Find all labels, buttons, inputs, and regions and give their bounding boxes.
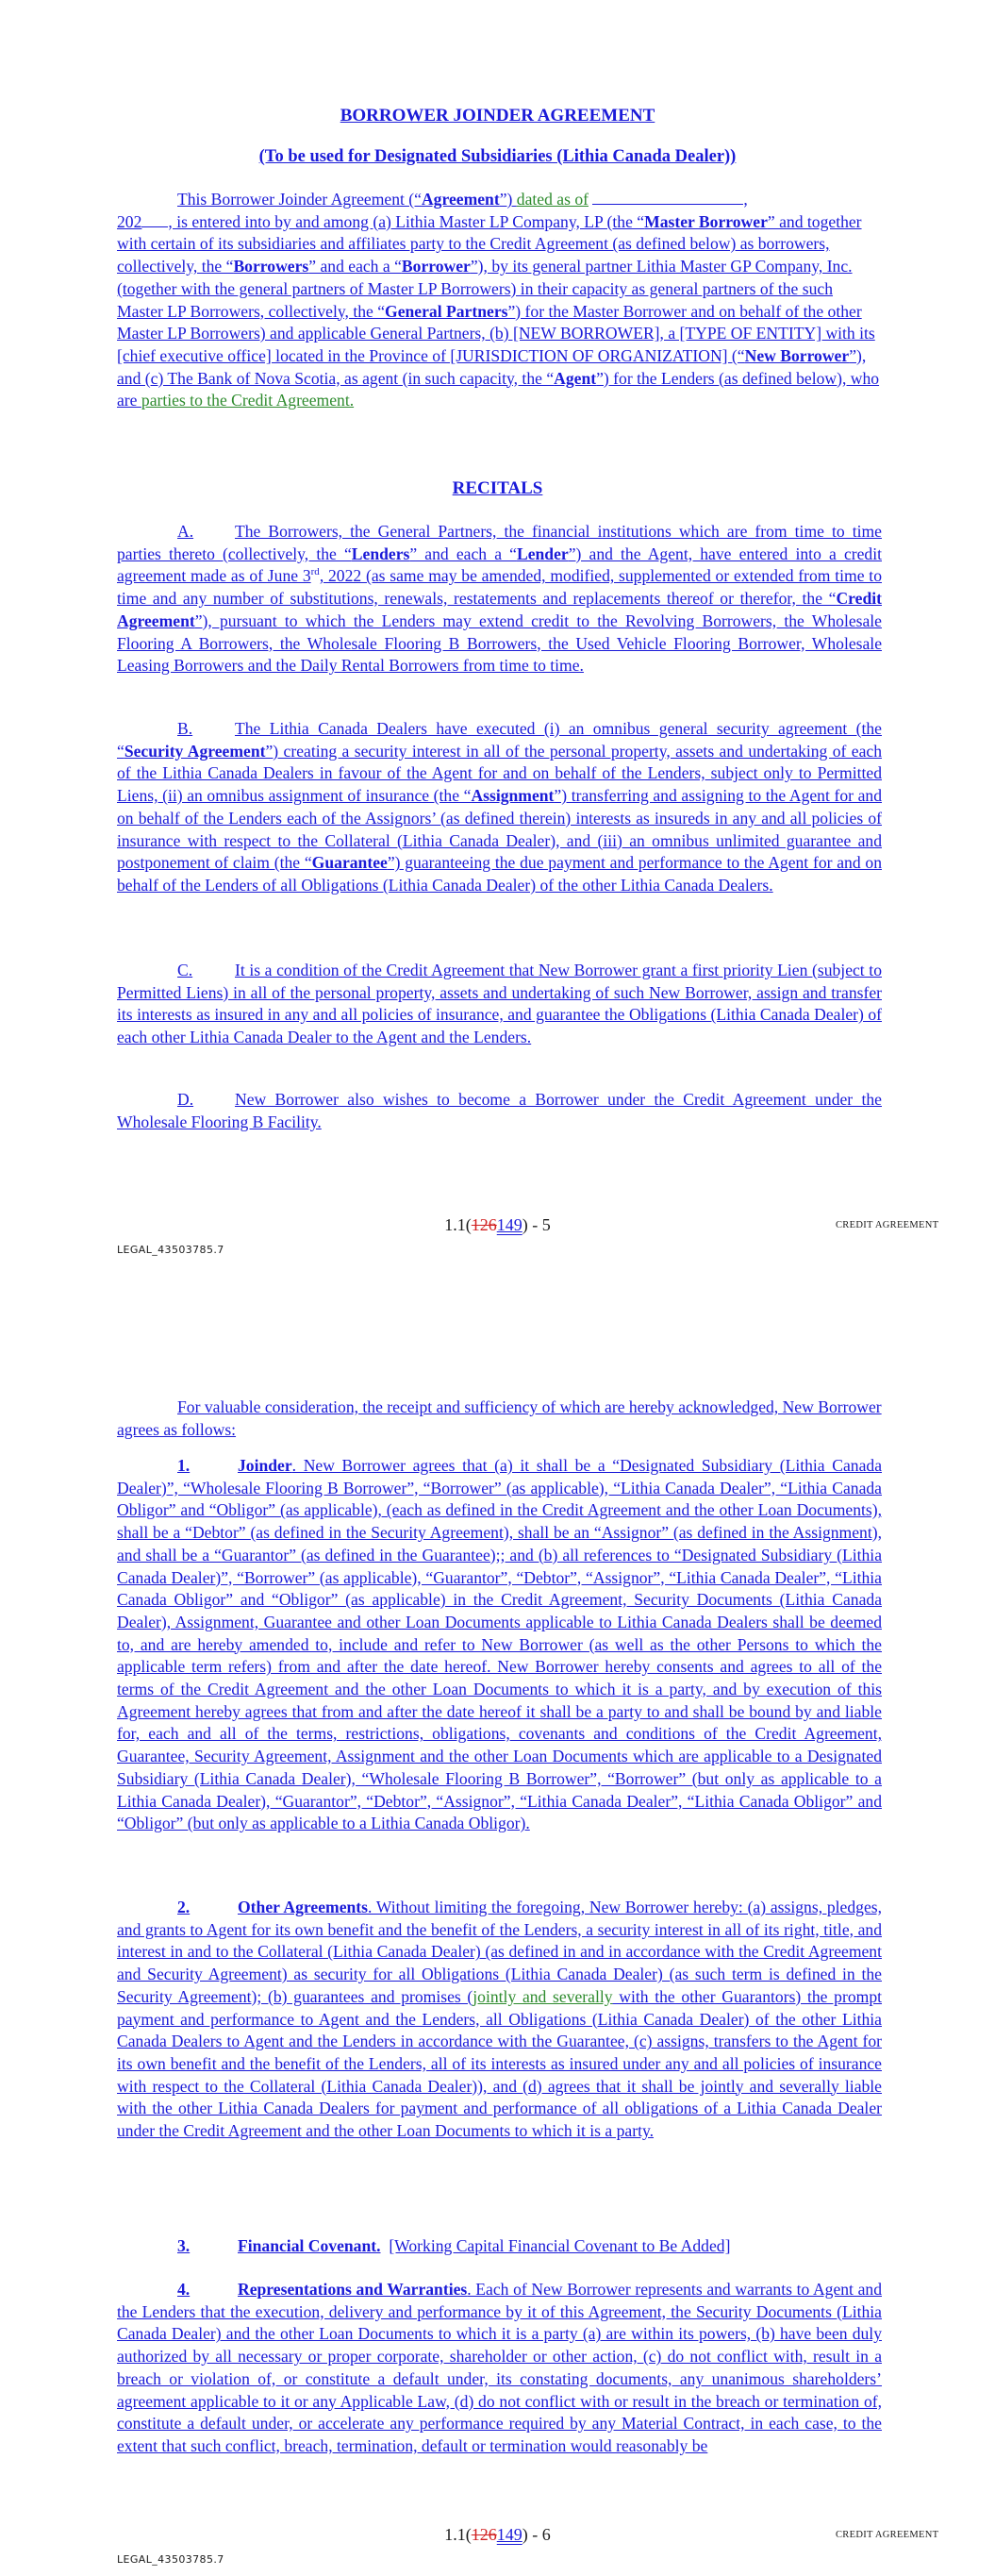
section-3-financial-covenant: 3. Financial Covenant. [Working Capital Financial Covenant to Be Added] <box>177 2236 731 2255</box>
date-blank <box>592 191 743 205</box>
section-1-joinder: 1. Joinder. New Borrower agrees that (a) it shall be a “Designated Subsidiary (Lithia Canada Dealer)”, “Wholesale Flooring B Borrower”, “Borrower” (as applicable), “Lithia Canada Dealer”, “Lithia Canada Obligor” and “Obligor” (as applicable), (each as defined in the Credit Agreement and the other Loan Documents), shall be a “Debtor” (as defined in the Security Agreement), shall be an “Assignor” (as defined in the Assignment), and shall be a “Guarantor” (as defined in the Guarantee);; and (b) all references to “Designated Subsidiary (Lithia Canada Dealer)”, “Borrower” (as applicable), “Guarantor”, “Debtor”, “Assignor”, “Lithia Canada Dealer”, “Lithia Canada Obligor” and “Obligor” (as applicable) in the Credit Agreement, Security Documents (Lithia Canada Dealer), Assignment, Guarantee and other Loan Documents applicable to Lithia Canada Dealers shall be deemed to, and are hereby amended to, include and refer to New Borrower (as well as the other Persons to which the applicable term refers) from and after the date hereof. New Borrower hereby consents and agrees to all of the terms of the Credit Agreement and the other Loan Documents to which it is a party, and by execution of this Agreement hereby agrees that from and after the date hereof it shall be a party to and shall be bound by and liable for, each and all of the terms, restrictions, obligations, covenants and conditions of the Credit Agreement, Guarantee, Security Agreement, Assignment and the other Loan Documents which are applicable to a Designated Subsidiary (Lithia Canada Dealer), “Wholesale Flooring B Borrower”, “Borrower” (but only as applicable to a Lithia Canada Dealer), “Guarantor”, “Debtor”, “Assignor”, “Lithia Canada Dealer”, “Lithia Canada Obligor” and “Obligor” (but only as applicable to a Lithia Canada Obligor). <box>117 1456 882 1833</box>
document-title: BORROWER JOINDER AGREEMENT <box>340 106 655 125</box>
intro-paragraph: This Borrower Joinder Agreement (“Agreement”) dated as of , 202 , is entered into by and among (a) Lithia Master LP Company, LP (the “Master Borrower” and together with certain of its subsidiaries and affiliates party to the Credit Agreement (as defined below) as borrowers, collectively, the “Borrowers” and each a “Borrower”), by its general partner Lithia Master GP Company, Inc. (together with the general partners of Master LP Borrowers) in their capacity as general partners of the such Master LP Borrowers, collectively, the “General Partners”) for the Master Borrower and on behalf of the other Master LP Borrowers) and applicable General Partners, (b) [NEW BORROWER], a [TYPE OF ENTITY] with its [chief executive office] located in the Province of [JURISDICTION OF ORGANIZATION] (“New Borrower”), and (c) The Bank of Nova Scotia, as agent (in such capacity, the “Agent”) for the Lenders (as defined below), who are parties to the Credit Agreement. <box>117 190 880 410</box>
recital-d: D. New Borrower also wishes to become a Borrower under the Credit Agreement under the Wholesale Flooring B Facility. <box>117 1090 882 1131</box>
section-4-representations: 4. Representations and Warranties. Each of New Borrower represents and warrants to Agent and the Lenders that the execution, delivery and performance by it of this Agreement, the Security Documents (Lithia Canada Dealer) and the other Loan Documents to which it is a party (a) are within its powers, (b) have been duly authorized by all necessary or proper corporate, shareholder or other action, (c) do not conflict with, result in a breach or violation of, or constitute a default under, its constating documents, any unanimous shareholders’ agreement applicable to it or any Applicable Law, (d) do not conflict with or result in the breach or termination of, constitute a default under, or accelerate any performance required by any Material Contract, in each case, to the extent that such conflict, breach, termination, default or termination would reasonably be <box>117 2280 882 2455</box>
footer-legal-id: LEGAL_43503785.7 <box>117 1244 224 1256</box>
page-number: 1.1(126149) - 6 <box>444 2525 551 2544</box>
section-2-other-agreements: 2. Other Agreements. Without limiting the foregoing, New Borrower hereby: (a) assigns, pledges, and grants to Agent for its own benefit and the benefit of the Lenders, a security interest in all of its right, title, and interest in and to the Collateral (Lithia Canada Dealer) (as defined in and in accordance with the Credit Agreement and Security Agreement) as security for all Obligations (Lithia Canada Dealer) (as such term is defined in the Security Agreement); (b) guarantees and promises (jointly and severally with the other Guarantors) the prompt payment and performance to Agent and the Lenders, all Obligations (Lithia Canada Dealer) of the other Lithia Canada Dealers to Agent and the Lenders in accordance with the Guarantee, (c) assigns, transfers to the Agent for its own benefit and the benefit of the Lenders, all of its interests as insured under any and all policies of insurance with respect to the Collateral (Lithia Canada Dealer)), and (d) agrees that it shall be jointly and severally liable with the other Lithia Canada Dealers for payment and performance of all obligations of a Lithia Canada Dealer under the Credit Agreement and the other Loan Documents to which it is a party. <box>117 1898 883 2141</box>
document-page-6 <box>0 1293 995 2576</box>
recital-c: C. It is a condition of the Credit Agreement that New Borrower grant a first priority Lien (subject to Permitted Liens) in all of the personal property, assets and undertaking of such New Borrower, assign and transfer its interests as insured in any and all policies of insurance, and guarantee the Obligations (Lithia Canada Dealer) of each other Lithia Canada Dealer to the Agent and the Lenders. <box>117 961 882 1047</box>
page-number: 1.1(126149) - 5 <box>444 1215 551 1234</box>
footer-doc-title: CREDIT AGREEMENT <box>836 2530 939 2540</box>
recital-a: A. The Borrowers, the General Partners, the financial institutions which are from time to time parties thereto (collectively, the “Lenders” and each a “Lender”) and the Agent, have entered into a credit agreement made as of June 3rd, 2022 (as same may be amended, modified, supplemented or extended from time to time and any number of substitutions, renewals, restatements and replacements thereof or therefor, the “Credit Agreement”), pursuant to which the Lenders may extend credit to the Revolving Borrowers, the Wholesale Flooring A Borrowers, the Wholesale Flooring B Borrowers, the Used Vehicle Flooring Borrower, Wholesale Leasing Borrowers and the Daily Rental Borrowers from time to time. <box>117 522 882 676</box>
footer-legal-id: LEGAL_43503785.7 <box>117 2553 224 2566</box>
consideration-paragraph: For valuable consideration, the receipt and sufficiency of which are hereby acknowledged, New Borrower agrees as follows: <box>117 1397 882 1439</box>
document-subtitle: (To be used for Designated Subsidiaries (Lithia Canada Dealer)) <box>258 147 737 166</box>
recitals-heading: RECITALS <box>452 478 543 498</box>
year-blank <box>141 213 168 227</box>
footer-doc-title: CREDIT AGREEMENT <box>836 1220 939 1230</box>
recital-b: B. The Lithia Canada Dealers have executed (i) an omnibus general security agreement (the “Security Agreement”) creating a security interest in all of the personal property, assets and undertaking of each of the Lithia Canada Dealers in favour of the Agent for and on behalf of the Lenders, subject only to Permitted Liens, (ii) an omnibus assignment of insurance (the “Assignment”) transferring and assigning to the Agent for and on behalf of the Lenders each of the Assignors’ (as defined therein) interests as insureds in any and all policies of insurance with respect to the Collateral (Lithia Canada Dealer), and (iii) an omnibus unlimited guarantee and postponement of claim (the “Guarantee”) guaranteeing the due payment and performance to the Agent for and on behalf of the Lenders of all Obligations (Lithia Canada Dealer) of the other Lithia Canada Dealers. <box>117 719 882 895</box>
